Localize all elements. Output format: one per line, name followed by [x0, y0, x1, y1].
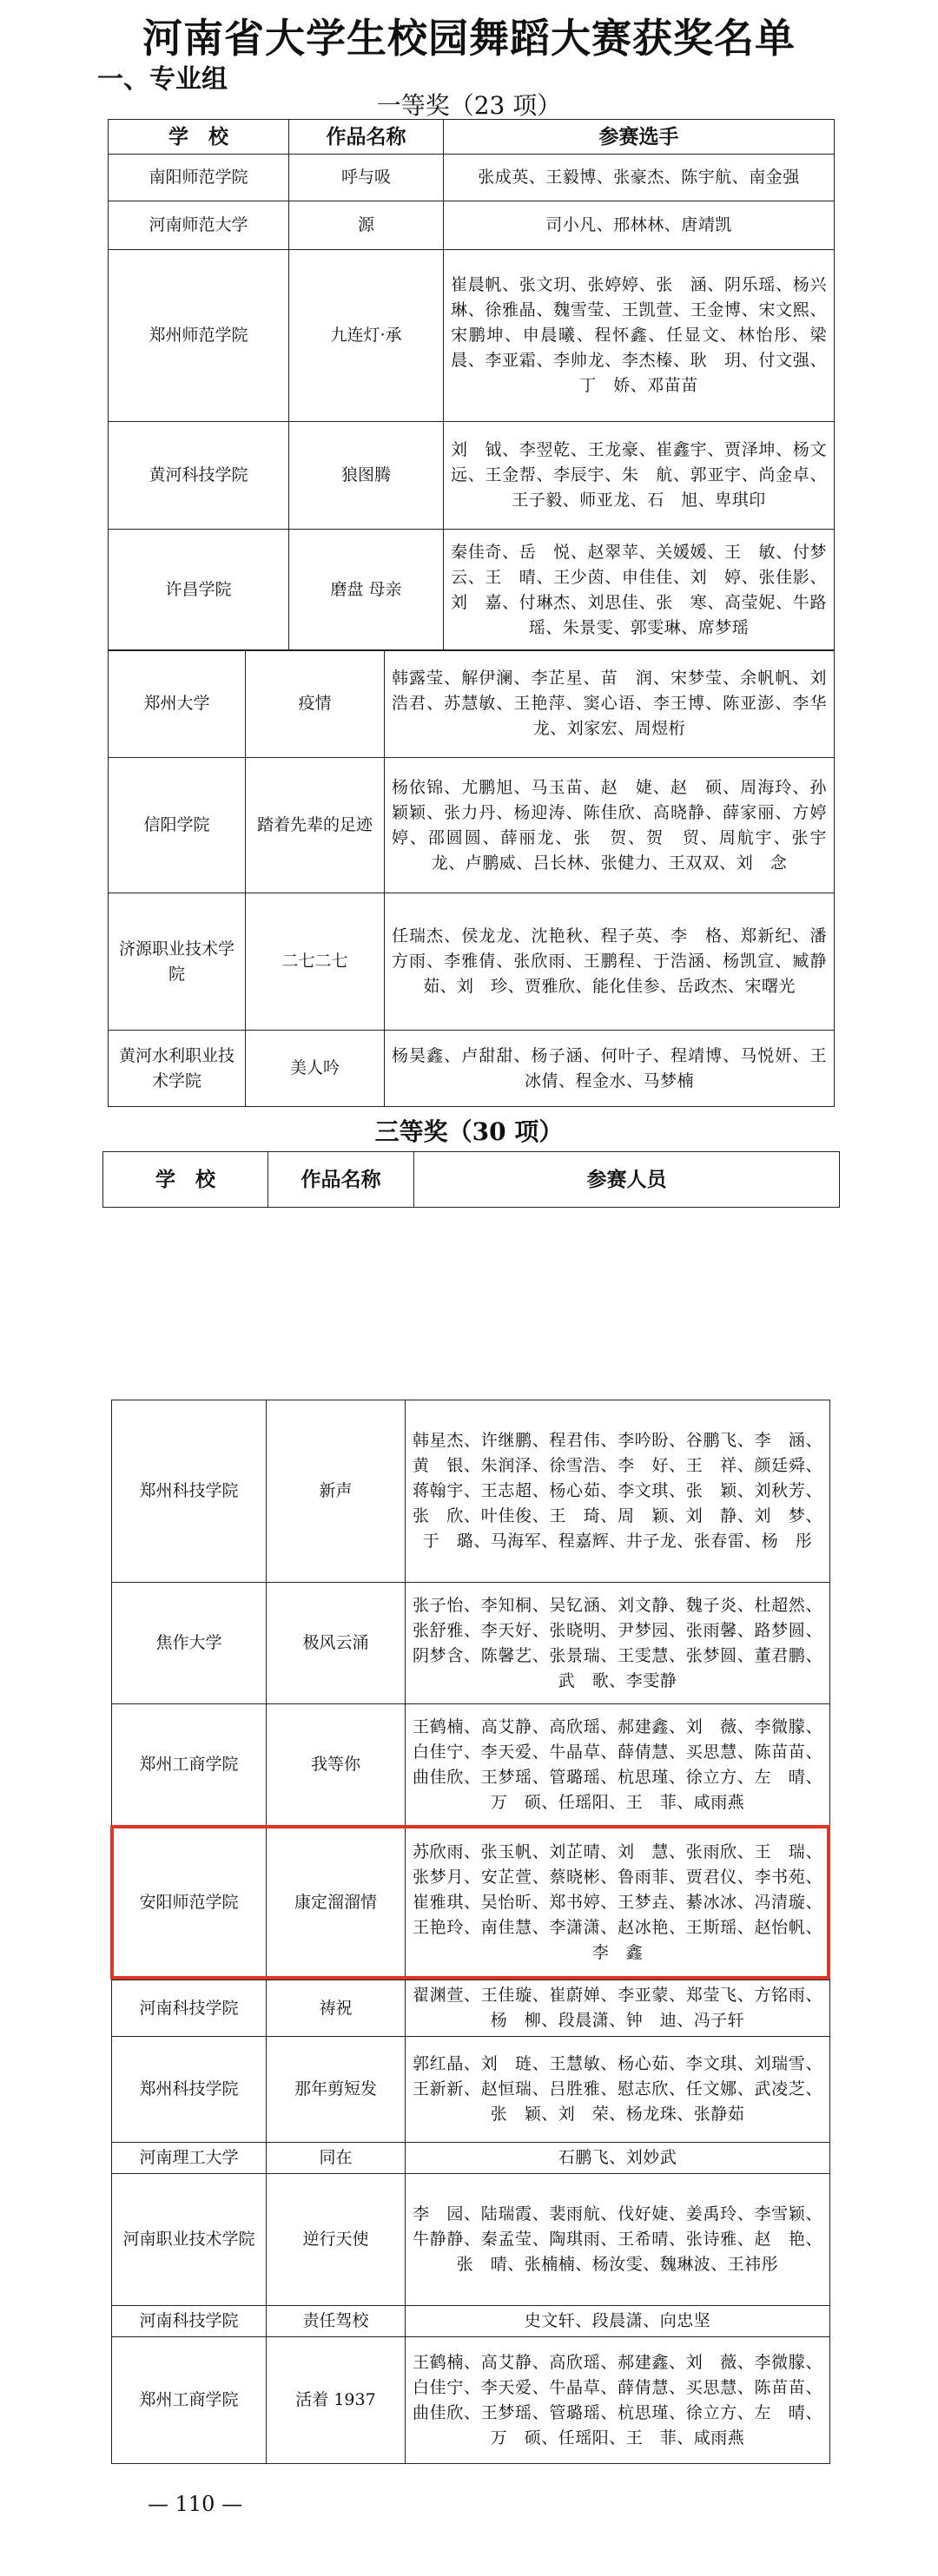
table-row — [109, 650, 835, 758]
school-cell: 郑州科技学院 — [112, 2037, 267, 2143]
school-cell: 黄河水利职业技术学院 — [109, 1031, 246, 1107]
work-cell: 极风云涌 — [267, 1583, 406, 1704]
school-cell: 黄河科技学院 — [109, 422, 289, 530]
school-cell: 河南职业技术学院 — [112, 2174, 267, 2306]
school-cell: 郑州大学 — [109, 650, 246, 758]
names-cell: 崔晨帆、张文玥、张婷婷、张 涵、阴乐瑶、杨兴琳、徐雅晶、魏雪莹、王凯萱、王金博、宋文熙、宋鹏坤、申晨曦、程怀鑫、任显文、林怡彤、梁 晨、李亚霜、李帅龙、李杰榛、耿 玥、付文强、丁 娇、邓苗苗 — [444, 250, 835, 422]
names-cell: 韩星杰、许继鹏、程君伟、李吟盼、谷鹏飞、李 涵、黄 银、朱润泽、徐雪浩、李 好、王 祥、颜廷舜、蒋翰宇、王志超、杨心茹、李文琪、张 颖、刘秋芳、张 欣、叶佳俊、王 琦、周 颖、刘 静、刘 梦、于 璐、马海军、程嘉辉、井子龙、张春雷、杨 彤 — [406, 1400, 830, 1583]
school-cell: 安阳师范学院 — [112, 1826, 267, 1980]
school-cell: 郑州工商学院 — [112, 2337, 267, 2464]
third-prize-heading: 三等奖（30 项） — [374, 1117, 564, 1146]
work-cell: 新声 — [267, 1400, 406, 1583]
third-prize-table — [111, 1400, 830, 2464]
table-row — [109, 422, 835, 530]
col-header-school: 学 校 — [103, 1152, 268, 1208]
names-cell: 李 园、陆瑞霞、裴雨航、伐好婕、姜禹玲、李雪颖、牛静静、秦孟莹、陶琪雨、王希晴、张诗雅、赵 艳、张 晴、张楠楠、杨汝雯、魏琳波、王祎彤 — [406, 2174, 830, 2306]
table-row — [109, 893, 835, 1031]
names-cell: 翟渊萱、王佳璇、崔蔚婵、李亚蒙、郑莹飞、方铭雨、杨 柳、段晨潇、钟 迪、冯子轩 — [406, 1980, 830, 2037]
names-cell: 刘 钺、李翌乾、王龙豪、崔鑫宇、贾泽坤、杨文远、王金帮、李辰宇、朱 航、郭亚宇、尚金卓、王子毅、师亚龙、石 旭、卑琪印 — [444, 422, 835, 530]
work-cell: 康定溜溜情 — [267, 1826, 406, 1980]
school-cell: 信阳学院 — [109, 758, 246, 893]
table-row — [109, 1031, 835, 1107]
table-header-row — [103, 1152, 840, 1208]
table-row — [112, 1400, 830, 1583]
names-cell: 史文轩、段晨潇、向忠坚 — [406, 2306, 830, 2337]
work-cell: 狼图腾 — [289, 422, 444, 530]
work-cell: 我等你 — [267, 1704, 406, 1826]
work-cell: 疫情 — [246, 650, 385, 758]
document-title: 河南省大学生校园舞蹈大赛获奖名单 — [142, 15, 796, 62]
first-prize-table — [108, 119, 844, 651]
names-cell: 郭红晶、刘 琏、王慧敏、杨心茹、李文琪、刘瑞雪、王新新、赵恒瑞、吕胜雅、慰志欣、任文娜、武凌芝、张 颖、刘 荣、杨龙珠、张静茹 — [406, 2037, 830, 2143]
table-row — [109, 250, 835, 422]
table-row — [112, 1704, 830, 1826]
table-row — [112, 2306, 830, 2337]
col-header-work: 作品名称 — [268, 1152, 414, 1208]
col-header-work: 作品名称 — [289, 120, 444, 155]
table-row — [112, 1583, 830, 1704]
table-row — [112, 2174, 830, 2306]
school-cell: 郑州科技学院 — [112, 1400, 267, 1583]
table-row — [112, 2337, 830, 2464]
school-cell: 济源职业技术学院 — [109, 893, 246, 1031]
school-cell: 许昌学院 — [109, 530, 289, 651]
school-cell: 河南师范大学 — [109, 201, 289, 250]
work-cell: 磨盘 母亲 — [289, 530, 444, 651]
first-prize-table-continued — [108, 649, 835, 1107]
table-row — [109, 155, 835, 201]
work-cell: 踏着先辈的足迹 — [246, 758, 385, 893]
table-row — [112, 1980, 830, 2037]
school-cell: 河南科技学院 — [112, 1980, 267, 2037]
names-cell: 石鹏飞、刘妙武 — [406, 2143, 830, 2174]
table-row — [109, 758, 835, 893]
table-header-row — [109, 120, 835, 155]
school-cell: 河南科技学院 — [112, 2306, 267, 2337]
names-cell: 张子怡、李知桐、吴钇涵、刘文静、魏子炎、杜超然、张舒雅、李天好、张晓明、尹梦园、张雨馨、路梦圆、阴梦含、陈馨艺、张景瑞、王雯慧、张梦圆、董君鹏、武 歌、李雯静 — [406, 1583, 830, 1704]
table-row — [112, 1826, 830, 1980]
work-cell: 逆行天使 — [267, 2174, 406, 2306]
work-cell: 活着 1937 — [267, 2337, 406, 2464]
names-cell: 苏欣雨、张玉帆、刘芷晴、刘 慧、张雨欣、王 瑞、张梦月、安芷萱、蔡晓彬、鲁雨菲、贾君仪、李书苑、崔雅琪、吴怡昕、郑书婷、王梦垚、綦冰冰、冯清璇、王艳玲、南佳慧、李潇潇、赵冰艳、王斯瑶、赵怡帆、李 鑫 — [406, 1826, 830, 1980]
names-cell: 韩露莹、解伊澜、李芷星、苗 润、宋梦莹、余帆帆、刘浩君、苏慧敏、王艳萍、窦心语、李王博、陈亚澎、李华龙、刘家宏、周煜桁 — [385, 650, 835, 758]
third-prize-header-table — [102, 1151, 840, 1208]
work-cell: 祷祝 — [267, 1980, 406, 2037]
col-header-names: 参赛人员 — [414, 1152, 840, 1208]
col-header-school: 学 校 — [109, 120, 289, 155]
names-cell: 张成英、王毅博、张豪杰、陈宇航、南金强 — [444, 155, 835, 201]
school-cell: 南阳师范学院 — [109, 155, 289, 201]
work-cell: 那年剪短发 — [267, 2037, 406, 2143]
table-row — [109, 201, 835, 250]
school-cell: 焦作大学 — [112, 1583, 267, 1704]
work-cell: 同在 — [267, 2143, 406, 2174]
work-cell: 源 — [289, 201, 444, 250]
work-cell: 责任驾校 — [267, 2306, 406, 2337]
col-header-names: 参赛选手 — [444, 120, 835, 155]
names-cell: 任瑞杰、侯龙龙、沈艳秋、程子英、李 格、郑新纪、潘方雨、李雅倩、张欣雨、王鹏程、于浩涵、杨凯宣、臧静茹、刘 珍、贾雅欣、能化佳参、岳政杰、宋曙光 — [385, 893, 835, 1031]
page-number: — 110 — — [148, 2492, 243, 2516]
work-cell: 九连灯·承 — [289, 250, 444, 422]
table-row — [109, 530, 835, 651]
work-cell: 二七二七 — [246, 893, 385, 1031]
names-cell: 秦佳奇、岳 悦、赵翠苹、关媛媛、王 敏、付梦云、王 晴、王少茵、申佳佳、刘 婷、张佳影、刘 嘉、付琳杰、刘思佳、张 寒、高莹妮、牛路瑶、朱景雯、郭雯琳、席梦瑶 — [444, 530, 835, 651]
section-heading: 一、专业组 — [97, 64, 228, 95]
school-cell: 郑州工商学院 — [112, 1704, 267, 1826]
school-cell: 郑州师范学院 — [109, 250, 289, 422]
table-row — [112, 2037, 830, 2143]
table-row — [112, 2143, 830, 2174]
names-cell: 王鹤楠、高艾静、高欣瑶、郝建鑫、刘 薇、李微朦、白佳宁、李天爱、牛晶草、薛倩慧、买思慧、陈苗苗、曲佳欣、王梦瑶、管璐瑶、杭思瑾、徐立方、左 晴、万 硕、任瑶阳、王 菲、咸雨燕 — [406, 2337, 830, 2464]
work-cell: 呼与吸 — [289, 155, 444, 201]
names-cell: 王鹤楠、高艾静、高欣瑶、郝建鑫、刘 薇、李微朦、白佳宁、李天爱、牛晶草、薛倩慧、买思慧、陈苗苗、曲佳欣、王梦瑶、管璐瑶、杭思瑾、徐立方、左 晴、万 硕、任瑶阳、王 菲、咸雨燕 — [406, 1704, 830, 1826]
names-cell: 杨昊鑫、卢甜甜、杨子涵、何叶子、程靖博、马悦妍、王冰倩、程金水、马梦楠 — [385, 1031, 835, 1107]
first-prize-heading: 一等奖（23 项） — [376, 91, 562, 120]
names-cell: 司小凡、邢林林、唐靖凯 — [444, 201, 835, 250]
work-cell: 美人吟 — [246, 1031, 385, 1107]
school-cell: 河南理工大学 — [112, 2143, 267, 2174]
names-cell: 杨依锦、尤鹏旭、马玉苗、赵 婕、赵 硕、周海玲、孙颖颖、张力丹、杨迎涛、陈佳欣、高晓静、薛家丽、方婷婷、邵圆圆、薛丽龙、张 贺、贺 贸、周航宇、张宇龙、卢鹏威、吕长林、张健力、王双双、刘 念 — [385, 758, 835, 893]
